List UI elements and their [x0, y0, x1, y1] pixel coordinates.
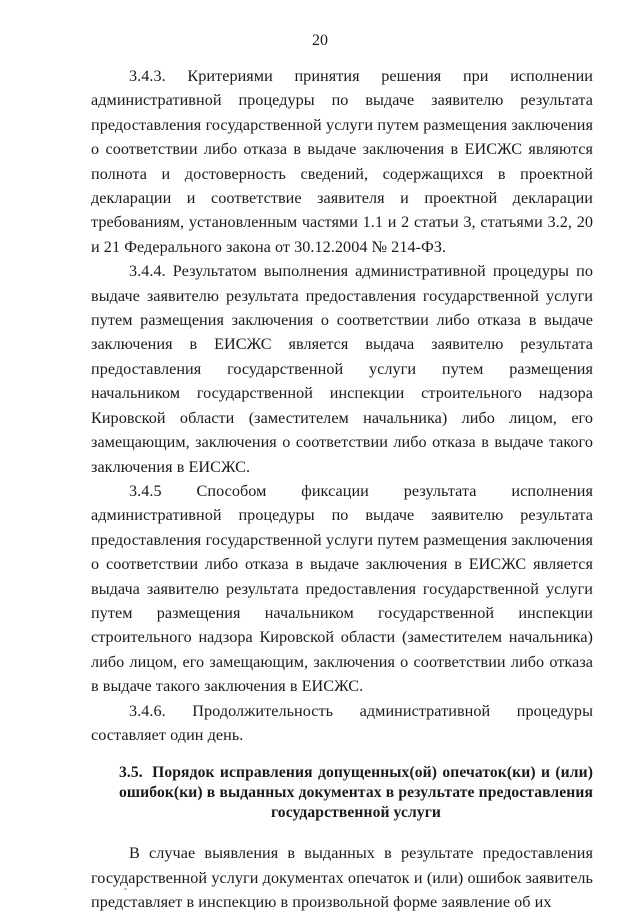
- page-number: 20: [312, 32, 328, 49]
- paragraph-3-4-4: 3.4.4. Результатом выполнения административной процедуры по выдаче заявителю результата предоставления государственной услуги путем размещения заключения о соответствии либо отказа в выдаче заключения в ЕИСЖС является выдача заявителю результата предоставления государственной услуги путем размещения начальником государственной инспекции строительного надзора Кировской области (заместителем начальника) либо лицом, его замещающим, заключения о соответствии либо отказа в выдаче такого заключения в ЕИСЖС.: [91, 262, 593, 476]
- paragraph-3-4-6: 3.4.6. Продолжительность административной процедуры составляет один день.: [91, 701, 593, 744]
- section-title: Порядок исправления допущенных(ой) опечаток(ки) и (или) ошибок(ки) в выданных документах в результате предоставления государственной услуги: [119, 764, 593, 822]
- scan-artifact: [124, 888, 127, 890]
- section-number: 3.5.: [119, 764, 143, 782]
- paragraph-3-5-intro: В случае выявления в выданных в результате предоставления государственной услуги документах опечаток и (или) ошибок заявитель представляет в инспекцию в произвольной форме заявление об их: [91, 844, 593, 912]
- paragraph-3-4-3: 3.4.3. Критериями принятия решения при исполнении административной процедуры по выдаче заявителю результата предоставления государственной услуги путем размещения заключения о соответствии либо отказа в выдаче заключения в ЕИСЖС являются полнота и достоверность сведений, содержащихся в проектной декларации и соответствие заявителя и проектной декларации требованиям, установленным частями 1.1 и 2 статьи 3, статьями 3.2, 20 и 21 Федерального закона от 30.12.2004 № 214-ФЗ.: [91, 67, 593, 256]
- paragraph-3-4-5: 3.4.5 Способом фиксации результата исполнения административной процедуры по выдаче заявителю результата предоставления государственной услуги путем размещения заключения о соответствии либо отказа в выдаче заключения в ЕИСЖС является выдача заявителю результата предоставления государственной услуги путем размещения начальником государственной инспекции строительного надзора Кировской области (заместителем начальника) либо лицом, его замещающим, заключения о соответствии либо отказа в выдаче такого заключения в ЕИСЖС.: [91, 481, 593, 696]
- document-body: [91, 64, 593, 915]
- section-heading-3-5: [91, 763, 593, 823]
